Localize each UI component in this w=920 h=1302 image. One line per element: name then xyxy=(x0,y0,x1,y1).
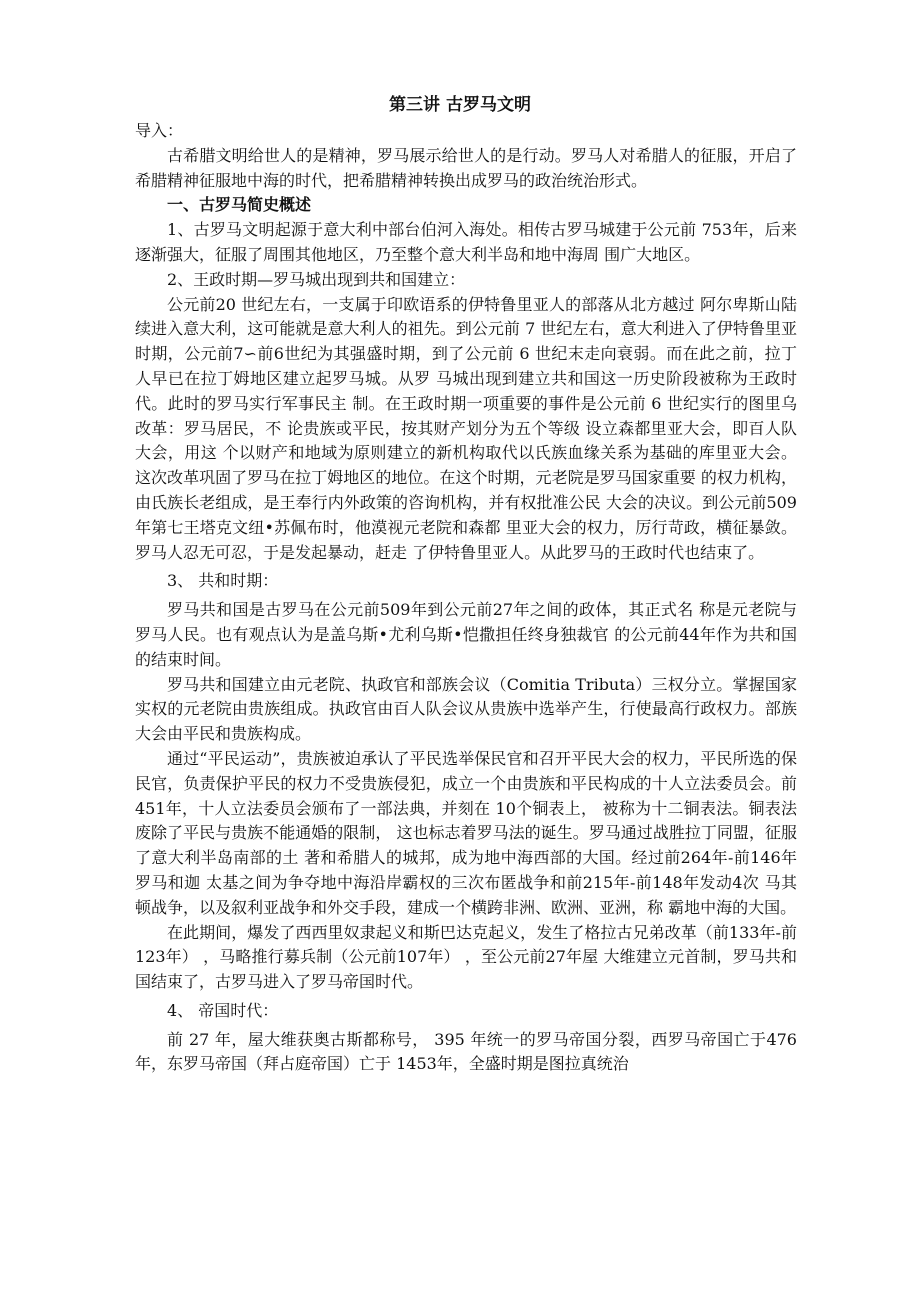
section-heading: 一、古罗马简史概述 xyxy=(167,195,312,215)
republic-paragraph-2: 罗马共和国建立由元老院、执政官和部族会议（Comitia Tributa）三权分立。掌握国家实权的元老院由贵族组成。执政官由百人队会议从贵族中选举产生，行使最高行政权力。部族大会由平民和贵族构成。 xyxy=(135,674,797,744)
origin-paragraph: 1、古罗马文明起源于意大利中部台伯河入海处。相传古罗马城建于公元前 753年，后来逐渐强大，征服了周围其他地区，乃至整个意大利半岛和地中海周 围广大地区。 xyxy=(135,220,797,264)
republic-subheading: 3、 共和时期： xyxy=(167,571,279,591)
document-title: 第三讲 古罗马文明 xyxy=(389,95,531,115)
empire-paragraph: 前 27 年，屋大维获奥古斯都称号， 395 年统一的罗马帝国分裂，西罗马帝国亡于476年，东罗马帝国（拜占庭帝国）亡于 1453年，全盛时期是图拉真统治 xyxy=(135,1029,797,1074)
document-body xyxy=(135,119,797,1077)
intro-label: 导入： xyxy=(135,121,184,140)
republic-paragraph-4: 在此期间，爆发了西西里奴隶起义和斯巴达克起义，发生了格拉古兄弟改革（前133年-前123年） ，马略推行募兵制（公元前107年） ，至公元前27年屋 大维建立元首制，罗马共和国结束了，古罗马进入了罗马帝国时代。 xyxy=(135,922,797,992)
monarchy-paragraph: 公元前20 世纪左右，一支属于印欧语系的伊特鲁里亚人的部落从北方越过 阿尔卑斯山陆续进入意大利，这可能就是意大利人的祖先。到公元前 7 世纪左右，意大利进入了伊特鲁里亚时期，公元前7∽前6世纪为其强盛时期，到了公元前 6 世纪末走向衰弱。而在此之前，拉丁人早已在拉丁姆地区建立起罗马城。从罗 马城出现到建立共和国这一历史阶段被称为王政时代。此时的罗马实行军事民主 制。在王政时期一项重要的事件是公元前 6 世纪实行的图里乌改革：罗马居民，不 论贵族或平民，按其财产划分为五个等级 设立森都里亚大会，即百人队大会，用这 个以财产和地域为原则建立的新机构取代以氏族血缘关系为基础的库里亚大会。 这次改革巩固了罗马在拉丁姆地区的地位。在这个时期，元老院是罗马国家重要 的权力机构，由氏族长老组成，是王奉行内外政策的咨询机构，并有权批准公民 大会的决议。到公元前509年第七王塔克文纽•苏佩布时，他漠视元老院和森都 里亚大会的权力，厉行苛政，横征暴敛。罗马人忍无可忍，于是发起暴动，赶走 了伊特鲁里亚人。从此罗马的王政时代也结束了。 xyxy=(135,294,797,562)
monarchy-subheading: 2、王政时期—罗马城出现到共和国建立： xyxy=(167,269,466,289)
intro-paragraph: 古希腊文明给世人的是精神，罗马展示给世人的是行动。罗马人对希腊人的征服，开启了希腊精神征服地中海的时代，把希腊精神转换出成罗马的政治统治形式。 xyxy=(135,145,797,190)
empire-subheading: 4、 帝国时代： xyxy=(167,1000,279,1020)
republic-paragraph-3: 通过“平民运动”，贵族被迫承认了平民选举保民官和召开平民大会的权力，平民所选的保民官，负责保护平民的权力不受贵族侵犯，成立一个由贵族和平民构成的十人立法委员会。前451年，十人立法委员会颁布了一部法典，并刻在 10个铜表上， 被称为十二铜表法。铜表法废除了平民与贵族不能通婚的限制， 这也标志着罗马法的诞生。罗马通过战胜拉丁同盟，征服了意大利半岛南部的土 著和希腊人的城邦，成为地中海西部的大国。经过前264年-前146年罗马和迦 太基之间为争夺地中海沿岸霸权的三次布匿战争和前215年-前148年发动4次 马其顿战争，以及叙利亚战争和外交手段，建成一个横跨非洲、欧洲、亚洲，称 霸地中海的大国。 xyxy=(135,748,797,917)
republic-paragraph-1: 罗马共和国是古罗马在公元前509年到公元前27年之间的政体，其正式名 称是元老院与罗马人民。也有观点认为是盖乌斯•尤利乌斯•恺撒担任终身独裁官 的公元前44年作为共和国的结束时间。 xyxy=(135,600,797,669)
